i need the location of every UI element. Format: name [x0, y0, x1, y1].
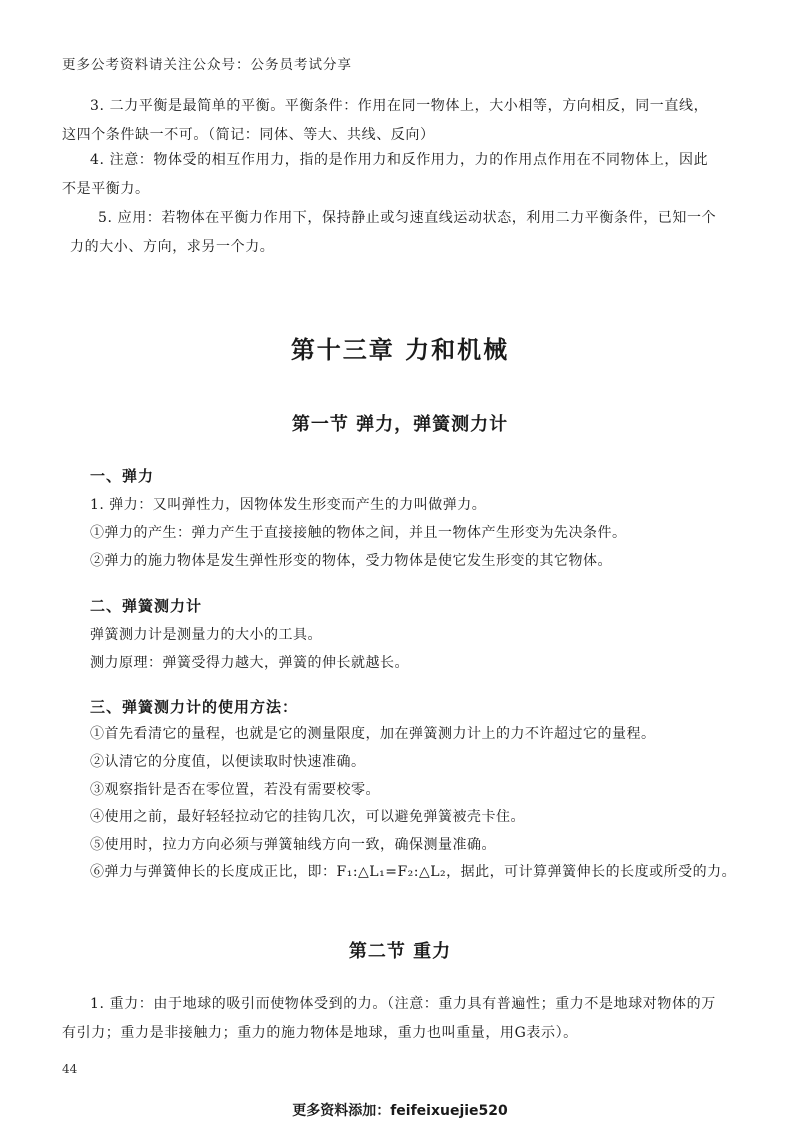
list-item: ④使用之前，最好轻轻拉动它的挂钩几次，可以避免弹簧被壳卡住。	[90, 809, 525, 825]
page-number: 44	[62, 1062, 78, 1076]
list-item: ①弹力的产生：弹力产生于直接接触的物体之间，并且一物体产生形变为先决条件。	[90, 525, 627, 541]
list-item: ①首先看清它的量程，也就是它的测量限度，加在弹簧测力计上的力不许超过它的量程。	[90, 726, 656, 742]
chapter-title: 第十三章 力和机械	[290, 335, 510, 364]
paragraph-4: 4. 注意：物体受的相互作用力，指的是作用力和反作用力，力的作用点作用在不同物体上，因此不是平衡力。	[62, 152, 709, 197]
list-item: 弹簧测力计是测量力的大小的工具。	[90, 627, 322, 643]
section-title-2: 第二节 重力	[348, 941, 452, 962]
list-item: ⑤使用时，拉力方向必须与弹簧轴线方向一致，确保测量准确。	[90, 837, 496, 853]
page-header: 更多公考资料请关注公众号：公务员考试分享	[62, 57, 352, 73]
paragraph-3: 3. 二力平衡是最简单的平衡。平衡条件：作用在同一物体上，大小相等，方向相反，同一直线，这四个条件缺一不可。（简记：同体、等大、共线、反向）	[62, 98, 709, 143]
list-item: 测力原理：弹簧受得力越大，弹簧的伸长就越长。	[90, 655, 409, 671]
list-item: ③观察指针是否在零位置，若没有需要校零。	[90, 782, 380, 798]
subheading-elastic-force: 一、弹力	[90, 467, 155, 485]
list-item: 1. 弹力：又叫弹性力，因物体发生形变而产生的力叫做弹力。	[90, 497, 487, 513]
list-item: ②认清它的分度值，以便读取时快速准确。	[90, 754, 366, 770]
list-item: ②弹力的施力物体是发生弹性形变的物体，受力物体是使它发生形变的其它物体。	[90, 553, 612, 569]
section-title-1: 第一节 弹力，弹簧测力计	[291, 414, 509, 435]
paragraph-5: 5. 应用：若物体在平衡力作用下，保持静止或匀速直线运动状态，利用二力平衡条件，已知一个力的大小、方向，求另一个力。	[70, 210, 717, 255]
paragraph-gravity: 1. 重力：由于地球的吸引而使物体受到的力。（注意：重力具有普遍性；重力不是地球对物体的万有引力；重力是非接触力；重力的施力物体是地球，重力也叫重量，用G表示）。	[62, 996, 716, 1041]
subheading-spring-scale: 二、弹簧测力计	[90, 597, 203, 615]
list-item: ⑥弹力与弹簧伸长的长度成正比，即：F₁:△L₁=F₂:△L₂，据此，可计算弹簧伸长的长度或所受的力。	[90, 864, 737, 880]
page-footer: 更多资料添加：feifeixuejie520	[292, 1103, 508, 1119]
subheading-usage-method: 三、弹簧测力计的使用方法：	[90, 698, 299, 716]
